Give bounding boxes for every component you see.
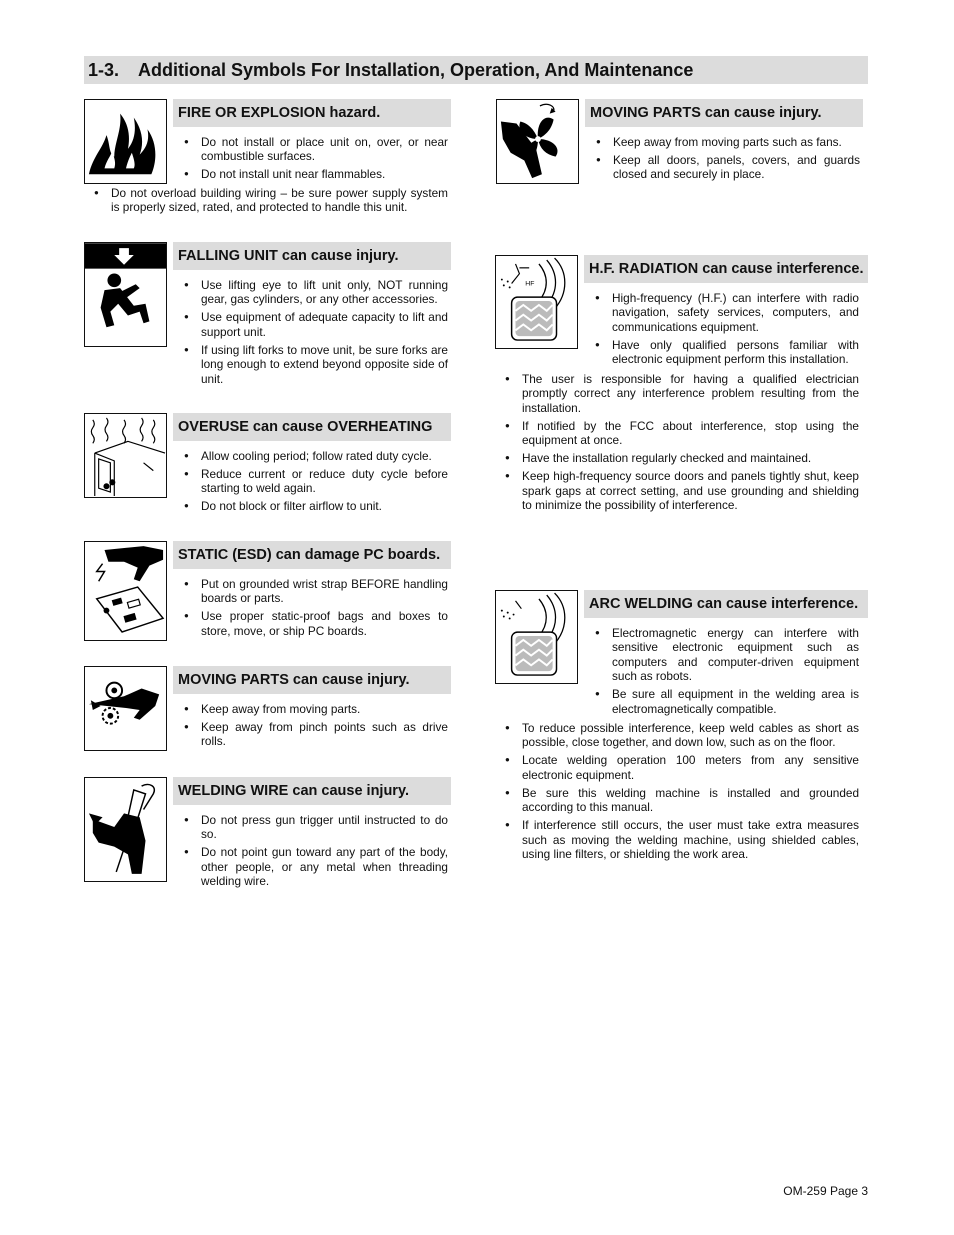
list-item: ● Keep all doors, panels, covers, and guards closed and securely in place. — [596, 153, 860, 182]
arc-interference-extra-list — [505, 721, 859, 865]
list-item: ● If interference still occurs, the user must take extra measures such as moving the welding machine, using shielded cables, using line filters, or shielding the work area. — [505, 818, 859, 861]
overheating-section — [84, 413, 458, 518]
list-item: ● Have the installation regularly checked and maintained. — [505, 451, 859, 465]
welding-wire-section — [84, 777, 458, 892]
list-item: ● Use proper static-proof bags and boxes to store, move, or ship PC boards. — [184, 609, 448, 638]
list-item: ● Reduce current or reduce duty cycle before starting to weld again. — [184, 467, 448, 496]
fan-blade-icon — [496, 99, 579, 184]
list-item: ● Use lifting eye to lift unit only, NOT running gear, gas cylinders, or any other accessories. — [184, 278, 448, 307]
static-esd-list — [184, 577, 448, 642]
list-item: ● The user is responsible for having a qualified electrician promptly correct any interference problem resulting from the installation. — [505, 372, 859, 415]
list-item: ● Be sure this welding machine is installed and grounded according to this manual. — [505, 786, 859, 815]
pinch-point-list — [184, 702, 448, 752]
arc-interference-icon — [495, 590, 578, 684]
falling-unit-header: FALLING UNIT can cause injury. — [173, 242, 451, 270]
overheating-list — [184, 449, 448, 517]
fire-hazard-extra-list — [94, 186, 448, 218]
hf-radiation-extra-list — [505, 372, 859, 516]
hf-radiation-section — [495, 255, 869, 517]
hf-radiation-icon — [495, 255, 578, 349]
list-item: ● If using lift forks to move unit, be sure forks are long enough to extend beyond opposite side of unit. — [184, 343, 448, 386]
list-item: ● Do not point gun toward any part of the body, other people, or any metal when threading welding wire. — [184, 845, 448, 888]
list-item: ● Electromagnetic energy can interfere with sensitive electronic equipment such as computers and computer-driven equipment such as robots. — [595, 626, 859, 684]
page-footer: OM-259 Page 3 — [783, 1184, 868, 1198]
section-title — [84, 56, 868, 84]
hf-radiation-list — [595, 291, 859, 370]
list-item: ● High-frequency (H.F.) can interfere with radio navigation, safety services, computers, and communications equipment. — [595, 291, 859, 334]
list-item: ● Do not overload building wiring – be sure power supply system is properly sized, rated, and protected to handle this unit. — [94, 186, 448, 215]
fire-hazard-header: FIRE OR EXPLOSION hazard. — [173, 99, 451, 127]
list-item: ● Use equipment of adequate capacity to lift and support unit. — [184, 310, 448, 339]
pinch-point-icon — [84, 666, 167, 751]
list-item: ● Be sure all equipment in the welding area is electromagnetically compatible. — [595, 687, 859, 716]
list-item: ● Have only qualified persons familiar with electronic equipment perform this installation. — [595, 338, 859, 367]
list-item: ● Keep high-frequency source doors and panels tightly shut, keep spark gaps at correct setting, and use grounding and shielding to minimize the possibility of interference. — [505, 469, 859, 512]
overheating-icon — [84, 413, 167, 498]
list-item: ● Do not install unit near flammables. — [184, 167, 448, 181]
hf-radiation-header: H.F. RADIATION can cause interference. — [584, 255, 868, 283]
overheating-header: OVERUSE can cause OVERHEATING — [173, 413, 451, 441]
static-esd-section — [84, 541, 458, 641]
fire-explosion-icon — [84, 99, 167, 184]
fan-moving-parts-section — [496, 99, 870, 185]
arc-interference-list — [595, 626, 859, 720]
falling-unit-section — [84, 242, 458, 392]
section-number: 1-3. — [88, 60, 120, 80]
welding-wire-list — [184, 813, 448, 892]
fire-hazard-list — [184, 135, 448, 185]
list-item: ● Do not press gun trigger until instructed to do so. — [184, 813, 448, 842]
arc-interference-header: ARC WELDING can cause interference. — [584, 590, 868, 618]
list-item: ● Keep away from moving parts such as fans. — [596, 135, 860, 149]
falling-unit-icon — [84, 242, 167, 347]
section-title-text: Additional Symbols For Installation, Operation, And Maintenance — [138, 60, 694, 80]
list-item: ● Do not block or filter airflow to unit. — [184, 499, 448, 513]
static-esd-icon — [84, 541, 167, 641]
static-esd-header: STATIC (ESD) can damage PC boards. — [173, 541, 451, 569]
list-item: ● Keep away from moving parts. — [184, 702, 448, 716]
list-item: ● Put on grounded wrist strap BEFORE handling boards or parts. — [184, 577, 448, 606]
fan-moving-parts-header: MOVING PARTS can cause injury. — [585, 99, 863, 127]
list-item: ● To reduce possible interference, keep weld cables as short as possible, close together, and down low, such as on the floor. — [505, 721, 859, 750]
list-item: ● Keep away from pinch points such as drive rolls. — [184, 720, 448, 749]
falling-unit-list — [184, 278, 448, 390]
pinch-point-header: MOVING PARTS can cause injury. — [173, 666, 451, 694]
list-item: ● Allow cooling period; follow rated duty cycle. — [184, 449, 448, 463]
pinch-point-section — [84, 666, 458, 752]
hf-icon-label: HF — [525, 280, 535, 288]
list-item: ● Do not install or place unit on, over, or near combustible surfaces. — [184, 135, 448, 164]
arc-interference-section — [495, 590, 869, 865]
fan-moving-parts-list — [596, 135, 860, 185]
list-item: ● Locate welding operation 100 meters from any sensitive electronic equipment. — [505, 753, 859, 782]
fire-hazard-section — [84, 99, 458, 219]
welding-wire-header: WELDING WIRE can cause injury. — [173, 777, 451, 805]
welding-wire-icon — [84, 777, 167, 882]
list-item: ● If notified by the FCC about interference, stop using the equipment at once. — [505, 419, 859, 448]
